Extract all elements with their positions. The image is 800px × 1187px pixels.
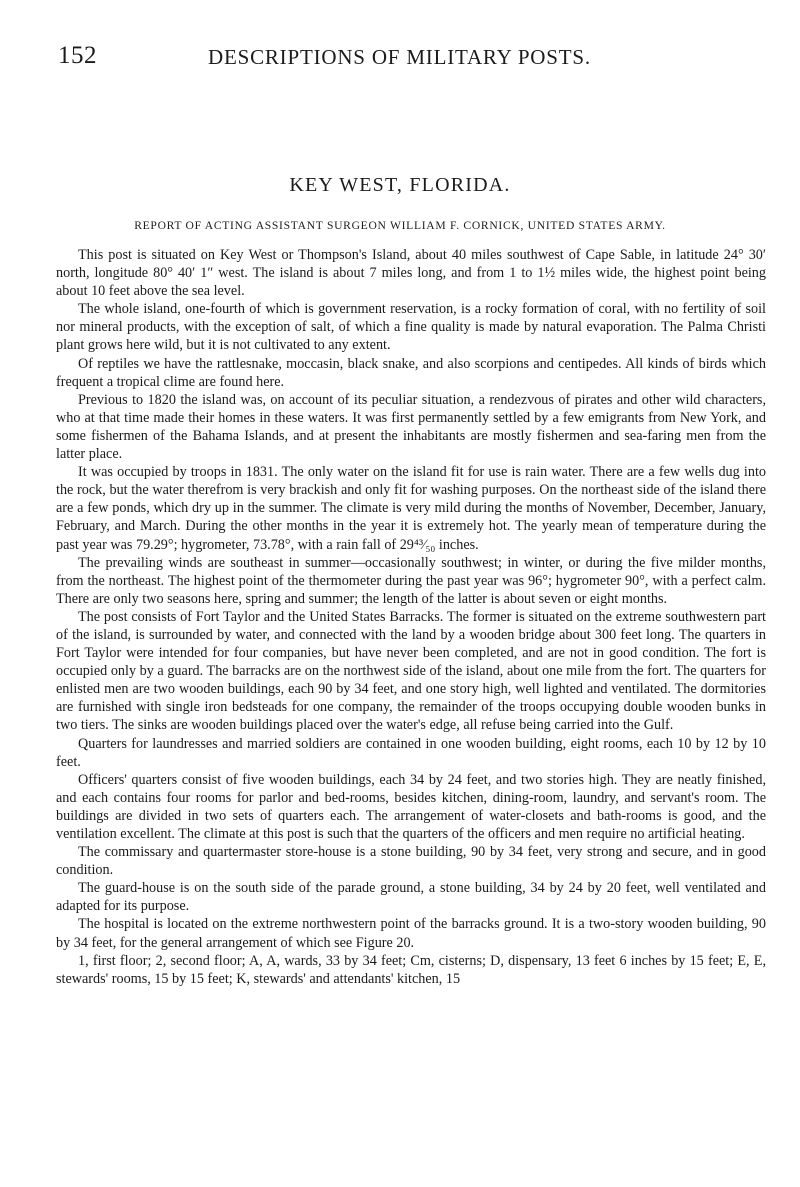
report-byline: REPORT OF ACTING ASSISTANT SURGEON WILLIAM F. CORNICK, UNITED STATES ARMY. xyxy=(134,219,666,232)
paragraph-history: Previous to 1820 the island was, on account of its peculiar situation, a rendezvous of pirates and other wild characters, who at that time made their homes in these waters. It was first permanently settled by a few emigrants from New York, and some fishermen of the Bahama Islands, and at present the inhabitants are mostly fishermen and sea-faring men from the latter place. xyxy=(56,391,766,463)
paragraph-figure-legend: 1, first floor; 2, second floor; A, A, wards, 33 by 34 feet; Cm, cisterns; D, dispensary, 13 feet 6 inches by 15 feet; E, E, stewards' rooms, 15 by 15 feet; K, stewards' and attendants' kitchen, 15 xyxy=(56,952,766,987)
paragraph-guard-house: The guard-house is on the south side of the parade ground, a stone building, 34 by 24 by 20 feet, well ventilated and adapted for its purpose. xyxy=(56,880,766,915)
page-number: 152 xyxy=(58,42,97,69)
paragraph-laundress-quarters: Quarters for laundresses and married soldiers are contained in one wooden building, eight rooms, each 10 by 12 by 10 feet. xyxy=(56,735,766,770)
paragraph-winds: The prevailing winds are southeast in summer—occasionally southwest; in winter, or during the five milder months, from the northeast. The highest point of the thermometer during the past year was 96°; hygrometer 90°, with a perfect calm. There are only two seasons here, spring and summer; the length of the latter is about seven or eight months. xyxy=(56,554,766,607)
running-head xyxy=(58,42,768,74)
paragraph-hospital: The hospital is located on the extreme northwestern point of the barracks ground. It is a two-story wooden building, 90 by 34 feet, for the general arrangement of which see Figure 20. xyxy=(56,916,766,951)
body-text xyxy=(56,246,766,988)
paragraph-climate: It was occupied by troops in 1831. The only water on the island fit for use is rain water. There are a few wells dug into the rock, but the water therefrom is very brackish and only fit for washing purposes. On the northeast side of the island there are a few ponds, which dry up in the summer. The climate is very mild during the months of November, December, January, February, and March. During the other months in the year it is extremely hot. The yearly mean of temperature during the past year was 79.29°; hygrometer, 73.78°, with a rain fall of 29⁴³⁄₅₀ inches. xyxy=(56,464,766,553)
paragraph-location: This post is situated on Key West or Thompson's Island, about 40 miles southwest of Cape Sable, in latitude 24° 30′ north, longitude 80° 40′ 1″ west. The island is about 7 miles long, and from 1 to 1½ miles wide, the highest point being about 10 feet above the sea level. xyxy=(56,247,766,300)
paragraph-geology: The whole island, one-fourth of which is government reservation, is a rocky formation of coral, with no fertility of soil nor mineral products, with the exception of salt, of which a fine quality is made by natural evaporation. The Palma Christi plant grows here wild, but it is not cultivated to any extent. xyxy=(56,301,766,354)
paragraph-storehouse: The commissary and quartermaster store-house is a stone building, 90 by 34 feet, very strong and secure, and in good condition. xyxy=(56,844,766,879)
running-head-title: DESCRIPTIONS OF MILITARY POSTS. xyxy=(208,45,591,69)
paragraph-post-description: The post consists of Fort Taylor and the United States Barracks. The former is situated on the extreme southwestern part of the island, is surrounded by water, and connected with the land by a wooden bridge about 300 feet long. The quarters in Fort Taylor were intended for four companies, but have never been completed, and are not in good condition. The fort is occupied only by a guard. The barracks are on the northwest side of the island, about one mile from the fort. The quarters for enlisted men are two wooden buildings, each 90 by 34 feet, and one story high, well lighted and ventilated. The dormitories are furnished with single iron bedsteads for one company, the remainder of the troops occupying double wooden bunks in two tiers. The sinks are wooden buildings placed over the water's edge, all refuse being carried into the Gulf. xyxy=(56,608,766,734)
paragraph-fauna: Of reptiles we have the rattlesnake, moccasin, black snake, and also scorpions and centipedes. All kinds of birds which frequent a tropical clime are found here. xyxy=(56,355,766,390)
section-title: KEY WEST, FLORIDA. xyxy=(289,174,511,196)
paragraph-officers-quarters: Officers' quarters consist of five wooden buildings, each 34 by 24 feet, and two stories high. They are neatly finished, and each contains four rooms for parlor and bed-rooms, besides kitchen, dining-room, laundry, and servant's room. The buildings are divided in two sets of quarters each. The arrangement of water-closets and bath-rooms is good, and the ventilation excellent. The climate at this post is such that the quarters of the officers and men require no artificial heating. xyxy=(56,771,766,842)
